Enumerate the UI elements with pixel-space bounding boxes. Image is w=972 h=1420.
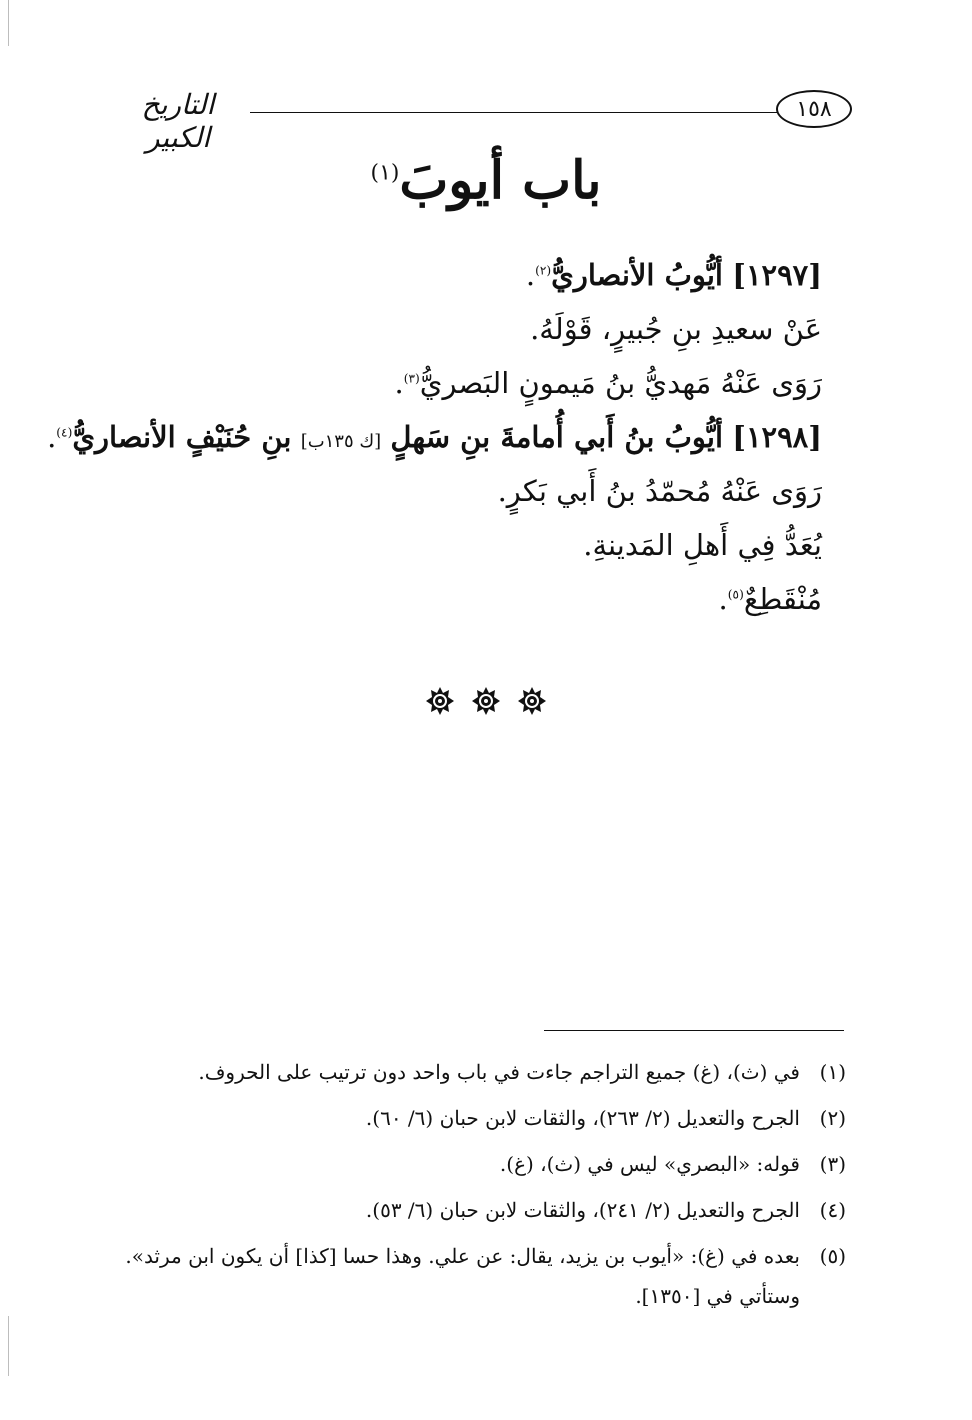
entry-1298-heading bbox=[47, 410, 822, 464]
scan-edge-top bbox=[8, 0, 9, 46]
footnote-number: (٥) bbox=[819, 1244, 846, 1268]
header-rule bbox=[250, 112, 778, 113]
flower-ornament-icon bbox=[471, 686, 501, 716]
footnote-item bbox=[106, 1144, 846, 1184]
footnote-ref: (٥) bbox=[727, 587, 744, 602]
footnote-number: (١) bbox=[819, 1060, 846, 1084]
footnote-item bbox=[106, 1098, 846, 1138]
entry-1297-line-3 bbox=[82, 356, 822, 410]
entry-1298-line-3: يُعَدُّ فِي أَهلِ المَدينةِ. bbox=[583, 528, 822, 562]
page-number: ١٥٨ bbox=[776, 90, 852, 128]
footnote-item bbox=[106, 1190, 846, 1230]
marginal-reference: [ك ١٣٥ب] bbox=[300, 431, 382, 452]
footnote-item bbox=[106, 1236, 846, 1316]
entry-1298-line-4 bbox=[82, 572, 822, 626]
main-text bbox=[47, 248, 822, 626]
running-title: التاريخ الكبير bbox=[141, 88, 215, 154]
section-separator bbox=[0, 686, 972, 716]
footnote-ref: (٣) bbox=[403, 371, 420, 386]
flower-ornament-icon bbox=[425, 686, 455, 716]
entry-number: [١٢٩٨] bbox=[732, 420, 822, 454]
chapter-title bbox=[0, 150, 972, 211]
entry-name-part-1: أيُّوبُ بنُ أَبي أُمامةَ بنِ سَهلٍ bbox=[390, 420, 723, 454]
entry-1297-line-2: عَنْ سعيدِ بنِ جُبيرٍ، قَوْلَهُ. bbox=[530, 312, 822, 346]
entry-text: مُنْقَطِعٌ bbox=[743, 582, 822, 616]
footnote-text-continued: وستأتي في [١٣٥٠]. bbox=[635, 1284, 800, 1308]
footnote-ref: (٢) bbox=[535, 263, 552, 278]
page-header bbox=[108, 88, 852, 154]
scan-edge-bottom bbox=[8, 1316, 9, 1376]
entry-number: [١٢٩٧] bbox=[732, 258, 822, 292]
footnote-number: (٢) bbox=[819, 1106, 846, 1130]
footnote-item bbox=[106, 1052, 846, 1092]
footnotes bbox=[106, 1052, 846, 1322]
footnote-text: الجرح والتعديل (٢/ ٢٦٣)، والثقات لابن حبان (٦/ ٦٠). bbox=[365, 1106, 800, 1130]
footnote-divider bbox=[544, 1030, 844, 1031]
footnote-text-block bbox=[106, 1236, 800, 1316]
entry-1297-heading bbox=[82, 248, 822, 302]
period: . bbox=[718, 582, 728, 616]
period: . bbox=[525, 258, 536, 292]
footnote-text: الجرح والتعديل (٢/ ٢٤١)، والثقات لابن حبان (٦/ ٥٣). bbox=[365, 1198, 800, 1222]
entry-1298-line-2: رَوَى عَنْهُ مُحمّدُ بنُ أَبي بَكرٍ. bbox=[497, 474, 822, 508]
entry-name: أيُّوبُ الأنصاريُّ bbox=[551, 258, 723, 292]
entry-text: رَوَى عَنْهُ مَهديُّ بنُ مَيمونٍ البَصريُّ bbox=[419, 366, 822, 400]
entry-name-part-2: بنِ حُنَيْفٍ الأنصاريُّ bbox=[72, 420, 292, 454]
period: . bbox=[47, 420, 57, 454]
footnote-number: (٣) bbox=[819, 1152, 846, 1176]
footnote-text: بعده في (غ): «أيوب بن يزيد، يقال: عن علي. وهذا حسا [كذا] أن يكون ابن مرثد». bbox=[125, 1244, 800, 1268]
chapter-title-text: باب أيوبَ bbox=[399, 150, 602, 211]
footnote-text: قوله: «البصري» ليس في (ث)، (غ). bbox=[499, 1152, 800, 1176]
footnote-number: (٤) bbox=[819, 1198, 846, 1222]
period: . bbox=[394, 366, 404, 400]
footnote-ref: (١) bbox=[370, 160, 400, 186]
footnote-ref: (٤) bbox=[56, 425, 73, 440]
flower-ornament-icon bbox=[517, 686, 547, 716]
footnote-text: في (ث)، (غ) جميع التراجم جاءت في باب واحد دون ترتيب على الحروف. bbox=[198, 1060, 800, 1084]
